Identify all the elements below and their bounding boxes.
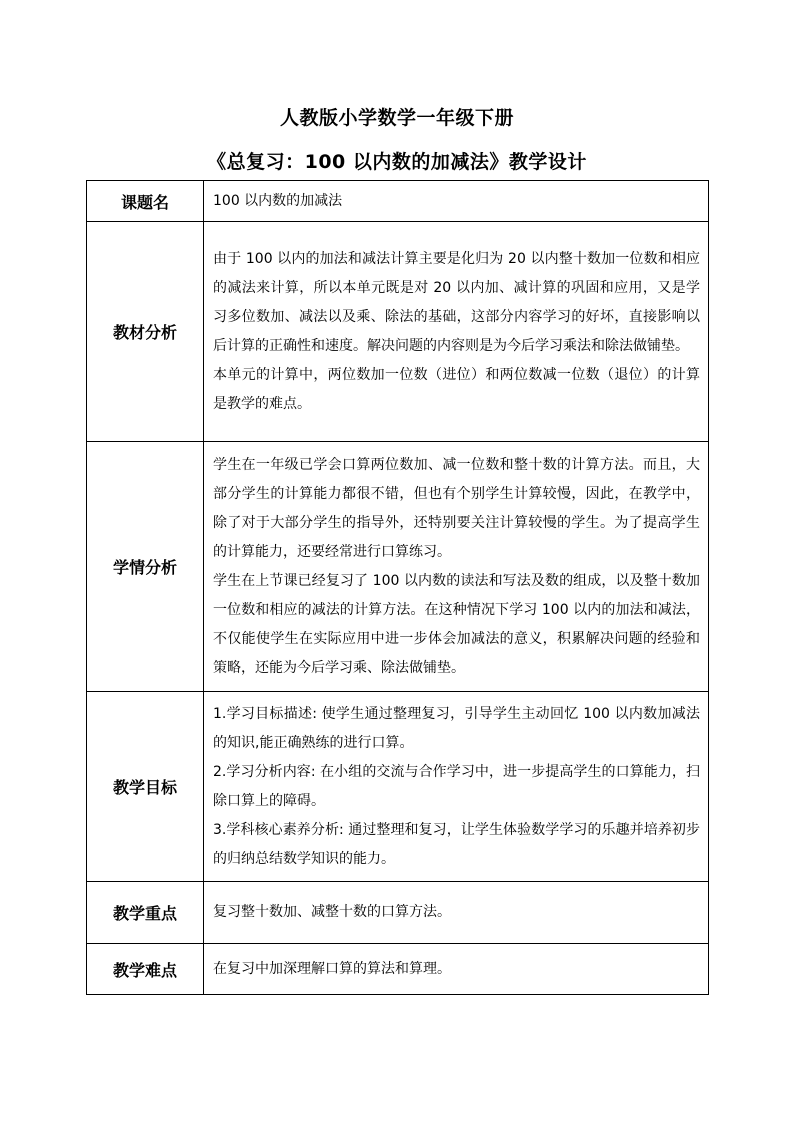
row-paragraph: 由于 100 以内的加法和减法计算主要是化归为 20 以内整十数加一位数和相应的减法来计算，所以本单元既是对 20 以内加、减计算的巩固和应用，又是学习多位数加、减法以及乘、除法的基础，这部分内容学习的好坏，直接影响以后计算的正确性和速度。解决问题的内容则是为今后学习乘法和除法做铺垫。 — [213, 250, 700, 354]
table-row-key-points — [87, 882, 709, 944]
row-content — [204, 442, 709, 692]
row-paragraph: 2.学习分析内容: 在小组的交流与合作学习中，进一步提高学生的口算能力，扫除口算上的障碍。 — [213, 763, 700, 809]
row-content — [204, 222, 709, 442]
row-paragraph: 3.学科核心素养分析: 通过整理和复习，让学生体验数学学习的乐趣并培养初步的归纳总结数学知识的能力。 — [213, 821, 700, 867]
row-paragraph: 本单元的计算中，两位数加一位数（进位）和两位数减一位数（退位）的计算是教学的难点。 — [213, 366, 700, 412]
row-label: 学情分析 — [87, 442, 204, 692]
document-subtitle: 《总复习：100 以内数的加减法》教学设计 — [207, 151, 587, 173]
row-label: 教学重点 — [87, 882, 204, 944]
row-content — [204, 692, 709, 882]
row-paragraph: 复习整十数加、减整十数的口算方法。 — [213, 904, 451, 920]
row-paragraph: 100 以内数的加减法 — [213, 192, 343, 209]
row-label: 课题名 — [87, 181, 204, 222]
table-row-material-analysis — [87, 222, 709, 442]
row-label: 教学难点 — [87, 944, 204, 995]
table-row-topic — [87, 181, 709, 222]
row-paragraph: 在复习中加深理解口算的算法和算理。 — [213, 960, 451, 977]
document-title: 人教版小学数学一年级下册 — [279, 107, 514, 129]
row-paragraph: 1.学习目标描述: 使学生通过整理复习，引导学生主动回忆 100 以内数加减法的知识,能正确熟练的进行口算。 — [213, 705, 700, 751]
table-row-teaching-objectives — [87, 692, 709, 882]
row-label: 教学目标 — [87, 692, 204, 882]
row-paragraph: 学生在一年级已学会口算两位数加、减一位数和整十数的计算方法。而且，大部分学生的计算能力都很不错，但也有个别学生计算较慢，因此，在教学中，除了对于大部分学生的指导外，还特别要关注计算较慢的学生。为了提高学生的计算能力，还要经常进行口算练习。 — [213, 456, 700, 560]
lesson-plan-table — [86, 180, 709, 995]
row-paragraph: 学生在上节课已经复习了 100 以内数的读法和写法及数的组成，以及整十数加一位数和相应的减法的计算方法。在这种情况下学习 100 以内的加法和减法，不仅能使学生在实际应用中进一步体会加减法的意义，积累解决问题的经验和策略，还能为今后学习乘、除法做铺垫。 — [213, 572, 700, 676]
row-content — [204, 181, 709, 222]
table-row-difficult-points — [87, 944, 709, 995]
table-row-student-analysis — [87, 442, 709, 692]
row-label: 教材分析 — [87, 222, 204, 442]
row-content — [204, 944, 709, 995]
row-content — [204, 882, 709, 944]
